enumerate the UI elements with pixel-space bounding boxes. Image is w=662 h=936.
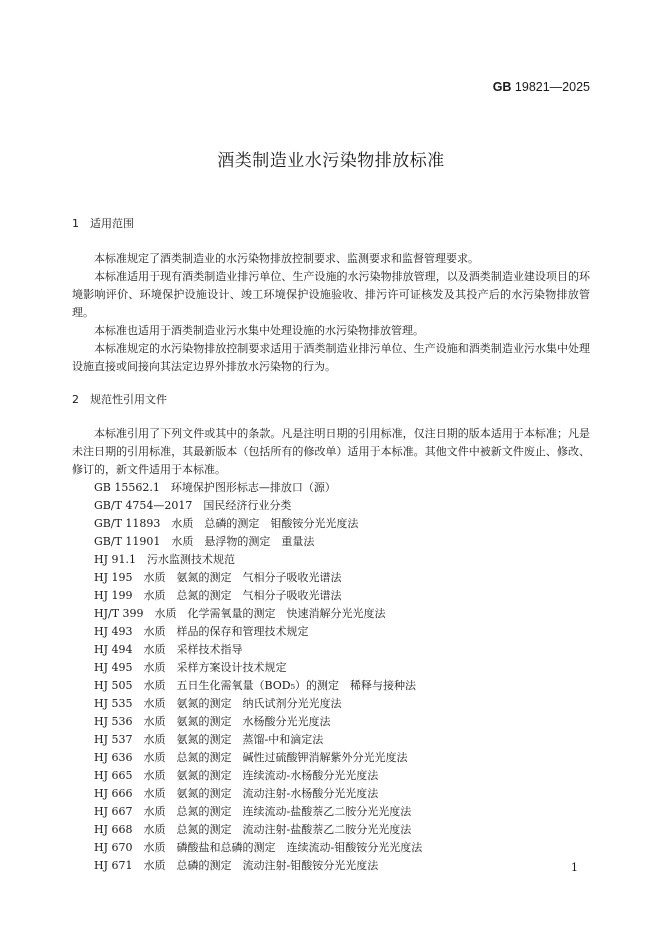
reference-item: HJ 665 水质 氨氮的测定 连续流动-水杨酸分光光度法 [94,769,379,782]
section-title: 适用范围 [90,217,134,230]
reference-item: HJ 505 水质 五日生化需氧量（BOD₅）的测定 稀释与接种法 [94,679,417,692]
scope-paragraph: 本标准规定了酒类制造业的水污染物排放控制要求、监测要求和监督管理要求。 [94,252,479,265]
reference-item: HJ 199 水质 总氮的测定 气相分子吸收光谱法 [94,589,342,602]
reference-item: HJ 537 水质 氨氮的测定 蒸馏-中和滴定法 [94,733,324,746]
section-heading-references [72,391,167,407]
reference-item: HJ 668 水质 总氮的测定 流动注射-盐酸萘乙二胺分光光度法 [94,823,412,836]
standard-number [493,80,590,94]
reference-item: HJ 535 水质 氨氮的测定 纳氏试剂分光光度法 [94,697,342,710]
section-heading-scope [72,215,134,231]
reference-item: HJ 636 水质 总氮的测定 碱性过硫酸钾消解紫外分光光度法 [94,751,408,764]
page-number: 1 [571,861,578,874]
scope-paragraph: 本标准规定的水污染物排放控制要求适用于酒类制造业排污单位、生产设施和酒类制造业污水集中处理设施直接或间接向其法定边界外排放水污染物的行为。 [72,342,590,373]
reference-item: GB/T 11893 水质 总磷的测定 钼酸铵分光光度法 [94,517,359,530]
reference-item: HJ 495 水质 采样方案设计技术规定 [94,661,287,674]
reference-item: HJ 670 水质 磷酸盐和总磷的测定 连续流动-钼酸铵分光光度法 [94,841,423,854]
reference-item: HJ 666 水质 氨氮的测定 流动注射-水杨酸分光光度法 [94,787,379,800]
reference-item: HJ/T 399 水质 化学需氧量的测定 快速消解分光光度法 [94,607,386,620]
reference-item: HJ 494 水质 采样技术指导 [94,643,243,656]
standard-prefix: GB [492,80,512,94]
reference-item: HJ 91.1 污水监测技术规范 [94,553,235,566]
section-title: 规范性引用文件 [90,393,167,406]
reference-item: GB/T 4754—2017 国民经济行业分类 [94,499,292,512]
reference-item: GB/T 11901 水质 悬浮物的测定 重量法 [94,535,315,548]
page-title: 酒类制造业水污染物排放标准 [217,151,445,171]
references-intro: 本标准引用了下列文件或其中的条款。凡是注明日期的引用标准，仅注日期的版本适用于本标准；凡是未注日期的引用标准，其最新版本（包括所有的修改单）适用于本标准。其他文件中被新文件废止、修改、修订的，新文件适用于本标准。 [72,427,590,476]
reference-item: HJ 667 水质 总氮的测定 连续流动-盐酸萘乙二胺分光光度法 [94,805,412,818]
section-number: 1 [72,217,79,230]
reference-item: GB 15562.1 环境保护图形标志—排放口（源） [94,481,336,494]
scope-paragraph: 本标准适用于现有酒类制造业排污单位、生产设施的水污染物排放管理，以及酒类制造业建设项目的环境影响评价、环境保护设施设计、竣工环境保护设施验收、排污许可证核发及其投产后的水污染物排放管理。 [72,270,590,319]
reference-item: HJ 536 水质 氨氮的测定 水杨酸分光光度法 [94,715,331,728]
reference-item: HJ 493 水质 样品的保存和管理技术规定 [94,625,309,638]
reference-item: HJ 671 水质 总磷的测定 流动注射-钼酸铵分光光度法 [94,859,379,872]
section-number: 2 [72,393,79,406]
scope-paragraph: 本标准也适用于酒类制造业污水集中处理设施的水污染物排放管理。 [94,324,424,337]
standard-code: 19821—2025 [514,80,590,94]
reference-item: HJ 195 水质 氨氮的测定 气相分子吸收光谱法 [94,571,342,584]
